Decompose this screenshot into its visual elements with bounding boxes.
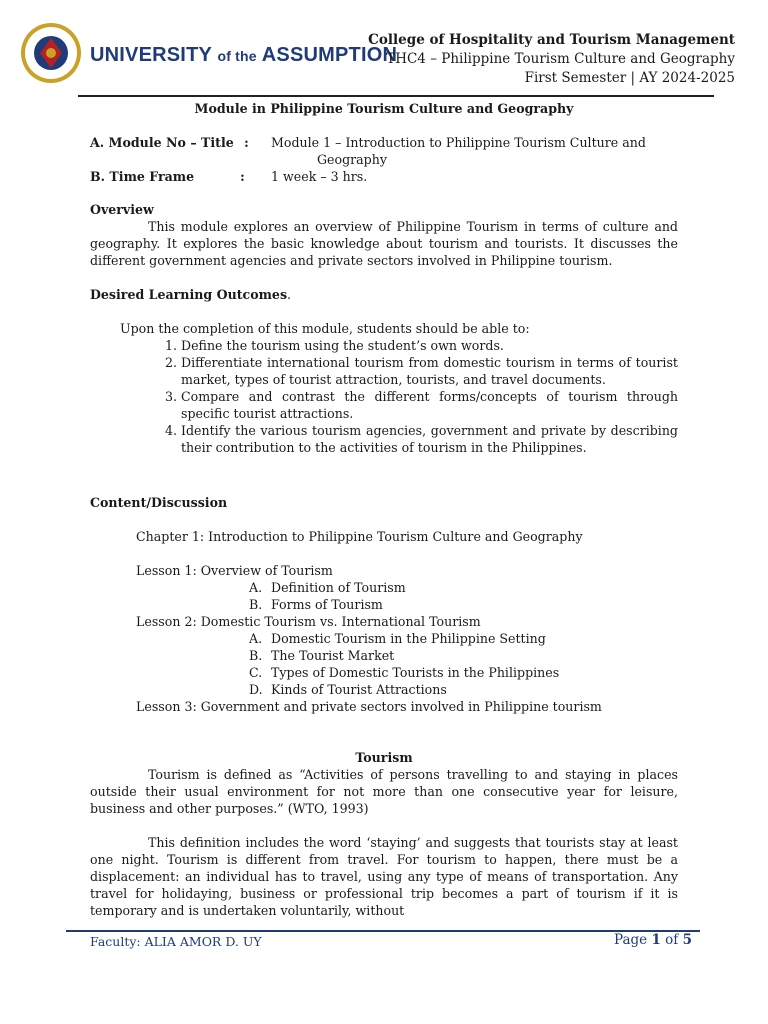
lesson-3: Lesson 3: Government and private sectors involved in Philippine tourism [136, 699, 602, 714]
college-name: College of Hospitality and Tourism Management [368, 32, 735, 48]
course-name: THC4 – Philippine Tourism Culture and Geography [386, 51, 735, 67]
list-item: 1. Define the tourism using the student’s own words. [181, 337, 678, 354]
footer-rule [66, 930, 700, 932]
list-item: D. Kinds of Tourist Attractions [249, 682, 447, 697]
module-row: A. Module No – Title : Module 1 – Introduction to Philippine Tourism Culture and Geography [90, 134, 678, 168]
overview-heading: Overview [90, 202, 154, 217]
outcomes-intro: Upon the completion of this module, students should be able to: [120, 321, 530, 336]
lesson-1: Lesson 1: Overview of Tourism [136, 563, 333, 578]
overview-text: This module explores an overview of Philippine Tourism in terms of culture and geography. It explores the basic knowledge about tourism and tourists. It discusses the different government agencies and private sectors involved in Philippine tourism. [90, 219, 678, 268]
university-name: UNIVERSITY of the ASSUMPTION [90, 44, 398, 66]
header-info [368, 31, 735, 88]
university-seal-logo [20, 22, 82, 84]
list-item: 2. Differentiate international tourism from domestic tourism in terms of tourist market, types of tourist attraction, tourists, and travel documents. [181, 354, 678, 388]
lesson-outline [136, 528, 678, 715]
chapter-title: Chapter 1: Introduction to Philippine Tourism Culture and Geography [136, 529, 583, 544]
time-value: 1 week – 3 hrs. [271, 169, 368, 184]
list-item: B. Forms of Tourism [249, 597, 383, 612]
content-heading: Content/Discussion [90, 495, 228, 510]
module-value: Module 1 – Introduction to Philippine Tourism Culture and [271, 135, 646, 150]
lesson-2: Lesson 2: Domestic Tourism vs. International Tourism [136, 614, 481, 629]
list-item: 4. Identify the various tourism agencies, government and private by describing their contribution to the activities of tourism in the Philippines. [181, 422, 678, 456]
list-item: 3. Compare and contrast the different forms/concepts of tourism through specific tourist attractions. [181, 388, 678, 422]
document-body [90, 100, 678, 919]
outcomes-list [90, 337, 678, 456]
time-frame-row: B. Time Frame : 1 week – 3 hrs. [90, 168, 678, 185]
tourism-heading: Tourism [355, 750, 413, 765]
list-item: B. The Tourist Market [249, 648, 395, 663]
list-item: A. Definition of Tourism [249, 580, 406, 595]
module-title: Module in Philippine Tourism Culture and Geography [194, 101, 574, 116]
semester: First Semester | AY 2024-2025 [524, 70, 735, 86]
list-item: A. Domestic Tourism in the Philippine Setting [249, 631, 546, 646]
tourism-para-2: This definition includes the word ‘staying’ and suggests that tourists stay at least one night. Tourism is different from travel. For tourism to happen, there must be a displacement: an individual has to travel, using any type of means of transportation. Any travel for holidaying, business or professional trip becomes a part of tourism if it is temporary and is undertaken voluntarily, without [90, 835, 678, 918]
header-rule [78, 95, 714, 97]
tourism-para-1: Tourism is defined as “Activities of persons travelling to and staying in places outside their usual environment for not more than one consecutive year for leisure, business and other purposes.” (WTO, 1993) [90, 767, 678, 816]
faculty-name: Faculty: ALIA AMOR D. UY [90, 934, 262, 949]
outcomes-heading: Desired Learning Outcomes. [90, 287, 292, 302]
page-number: Page 1 of 5 [614, 932, 692, 948]
list-item: C. Types of Domestic Tourists in the Philippines [249, 665, 560, 680]
